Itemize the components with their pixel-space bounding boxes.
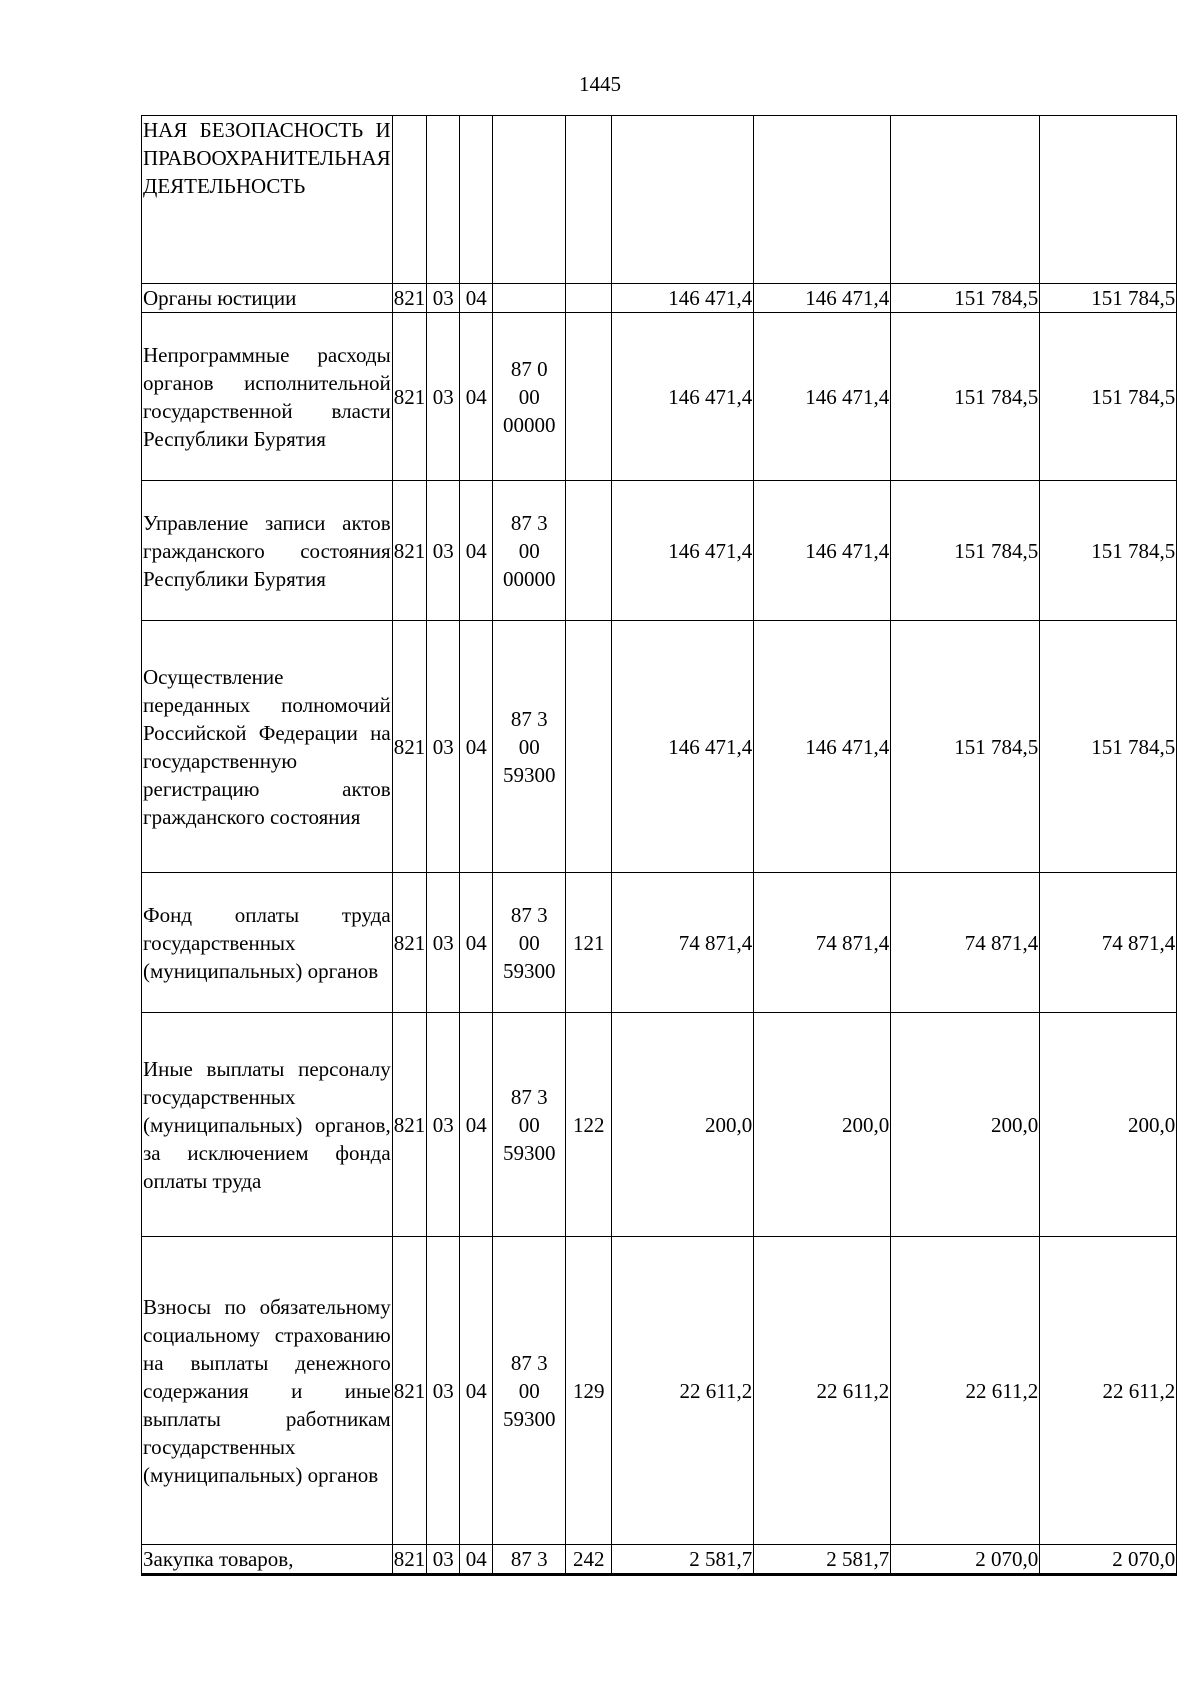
amount-3 (891, 116, 1040, 284)
section-code (427, 116, 460, 284)
amount-4: 151 784,5 (1040, 313, 1177, 481)
amount-3: 151 784,5 (891, 481, 1040, 621)
row-name: Управление записи актов гражданского состояния Республики Бурятия (142, 481, 393, 621)
section-code: 03 (427, 1237, 460, 1545)
subsection-code: 04 (460, 313, 493, 481)
section-code: 03 (427, 1013, 460, 1237)
amount-4: 74 871,4 (1040, 873, 1177, 1013)
table-row (142, 116, 1177, 284)
section-code: 03 (427, 481, 460, 621)
amount-4: 2 070,0 (1040, 1545, 1177, 1575)
table-row (142, 313, 1177, 481)
section-code: 03 (427, 873, 460, 1013)
amount-3: 22 611,2 (891, 1237, 1040, 1545)
ved-code: 821 (392, 873, 427, 1013)
amount-1: 2 581,7 (612, 1545, 754, 1575)
page-number: 1445 (579, 72, 621, 96)
subsection-code: 04 (460, 481, 493, 621)
ved-code: 821 (392, 1545, 427, 1575)
section-code: 03 (427, 621, 460, 873)
target-article-code: 87 3 00 59300 (493, 1013, 566, 1237)
amount-4 (1040, 116, 1177, 284)
amount-1 (612, 116, 754, 284)
amount-2 (754, 116, 891, 284)
expense-type-code: 122 (566, 1013, 612, 1237)
expense-type-code: 129 (566, 1237, 612, 1545)
amount-3: 151 784,5 (891, 284, 1040, 313)
row-name: НАЯ БЕЗОПАСНОСТЬ И ПРАВООХРАНИТЕЛЬНАЯ ДЕЯТЕЛЬНОСТЬ (142, 116, 393, 284)
subsection-code: 04 (460, 1545, 493, 1575)
expense-type-code (566, 621, 612, 873)
subsection-code: 04 (460, 621, 493, 873)
amount-3: 151 784,5 (891, 621, 1040, 873)
amount-1: 146 471,4 (612, 313, 754, 481)
expense-type-code (566, 116, 612, 284)
amount-1: 74 871,4 (612, 873, 754, 1013)
row-name: Непрограммные расходы органов исполнительной государственной власти Республики Бурятия (142, 313, 393, 481)
amount-2: 146 471,4 (754, 313, 891, 481)
target-article-code: 87 3 00 00000 (493, 481, 566, 621)
target-article-code: 87 3 00 59300 (493, 1237, 566, 1545)
amount-2: 2 581,7 (754, 1545, 891, 1575)
amount-1: 146 471,4 (612, 284, 754, 313)
subsection-code: 04 (460, 873, 493, 1013)
ved-code (392, 116, 427, 284)
row-name: Взносы по обязательному социальному страхованию на выплаты денежного содержания и иные выплаты работникам государственных (муниципальных) органов (142, 1237, 393, 1545)
table-row (142, 1545, 1177, 1575)
amount-4: 151 784,5 (1040, 481, 1177, 621)
subsection-code: 04 (460, 1237, 493, 1545)
amount-3: 74 871,4 (891, 873, 1040, 1013)
section-code: 03 (427, 313, 460, 481)
target-article-code (493, 116, 566, 284)
row-name: Органы юстиции (142, 284, 393, 313)
row-name: Иные выплаты персоналу государственных (муниципальных) органов, за исключением фонда оплаты труда (142, 1013, 393, 1237)
section-code: 03 (427, 1545, 460, 1575)
target-article-code: 87 0 00 00000 (493, 313, 566, 481)
target-article-code: 87 3 00 59300 (493, 621, 566, 873)
amount-1: 146 471,4 (612, 481, 754, 621)
amount-1: 200,0 (612, 1013, 754, 1237)
subsection-code: 04 (460, 284, 493, 313)
amount-3: 200,0 (891, 1013, 1040, 1237)
amount-4: 151 784,5 (1040, 284, 1177, 313)
expense-type-code (566, 481, 612, 621)
table-row (142, 481, 1177, 621)
target-article-code: 87 3 00 59300 (493, 873, 566, 1013)
target-article-code: 87 3 (493, 1545, 566, 1575)
ved-code: 821 (392, 481, 427, 621)
ved-code: 821 (392, 621, 427, 873)
expense-type-code (566, 313, 612, 481)
amount-2: 146 471,4 (754, 481, 891, 621)
amount-2: 22 611,2 (754, 1237, 891, 1545)
amount-3: 151 784,5 (891, 313, 1040, 481)
row-name: Закупка товаров, (142, 1545, 393, 1575)
table-row (142, 1013, 1177, 1237)
row-name: Фонд оплаты труда государственных (муниципальных) органов (142, 873, 393, 1013)
ved-code: 821 (392, 1237, 427, 1545)
amount-1: 146 471,4 (612, 621, 754, 873)
amount-2: 200,0 (754, 1013, 891, 1237)
row-name: Осуществление переданных полномочий Российской Федерации на государственную регистрацию актов гражданского состояния (142, 621, 393, 873)
ved-code: 821 (392, 284, 427, 313)
amount-2: 74 871,4 (754, 873, 891, 1013)
amount-4: 200,0 (1040, 1013, 1177, 1237)
subsection-code (460, 116, 493, 284)
target-article-code (493, 284, 566, 313)
ved-code: 821 (392, 1013, 427, 1237)
table-row (142, 1237, 1177, 1545)
expense-type-code (566, 284, 612, 313)
amount-3: 2 070,0 (891, 1545, 1040, 1575)
expense-type-code: 242 (566, 1545, 612, 1575)
ved-code: 821 (392, 313, 427, 481)
expense-type-code: 121 (566, 873, 612, 1013)
section-code: 03 (427, 284, 460, 313)
amount-4: 151 784,5 (1040, 621, 1177, 873)
amount-2: 146 471,4 (754, 621, 891, 873)
budget-table (141, 115, 1177, 1576)
subsection-code: 04 (460, 1013, 493, 1237)
amount-2: 146 471,4 (754, 284, 891, 313)
table-row (142, 873, 1177, 1013)
table-row (142, 621, 1177, 873)
table-row (142, 284, 1177, 313)
amount-4: 22 611,2 (1040, 1237, 1177, 1545)
amount-1: 22 611,2 (612, 1237, 754, 1545)
